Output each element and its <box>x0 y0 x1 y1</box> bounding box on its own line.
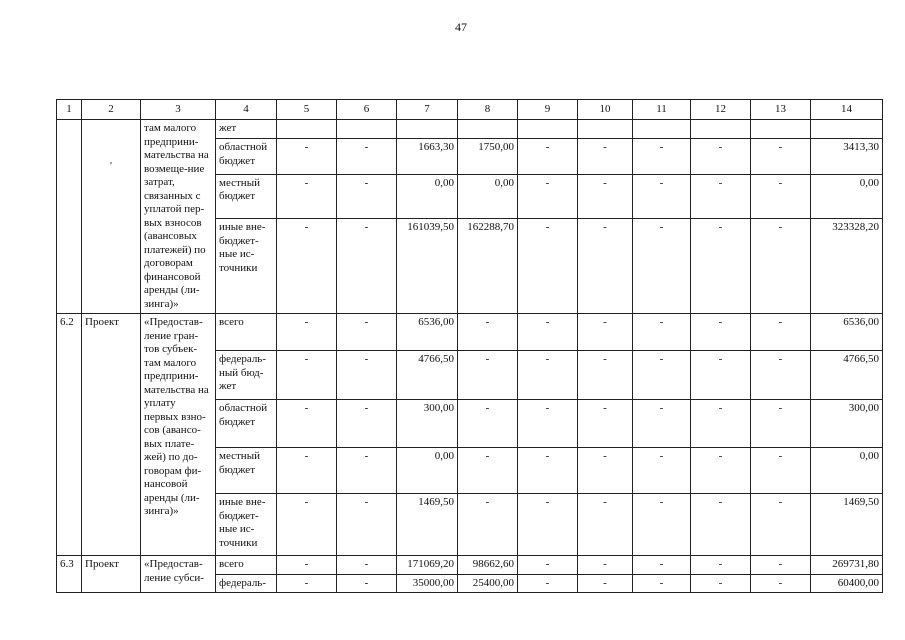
funding-source-cell: областной бюджет <box>216 139 277 174</box>
value-cell-7: 4766,50 <box>397 351 458 400</box>
value-cell-9: - <box>518 448 578 494</box>
value-cell-13: - <box>751 314 811 351</box>
item-name-cell: «Предостав-ление субси- <box>141 556 216 593</box>
value-cell-5 <box>277 120 337 139</box>
header-cell-5: 5 <box>277 100 337 120</box>
funding-source-cell: федераль- <box>216 574 277 593</box>
value-cell-10: - <box>578 351 633 400</box>
header-cell-7: 7 <box>397 100 458 120</box>
item-type-cell: Проект <box>82 556 141 593</box>
value-cell-6 <box>337 120 397 139</box>
value-cell-7: 35000,00 <box>397 574 458 593</box>
value-cell-6: - <box>337 400 397 448</box>
funding-source-cell: федераль-ный бюд-жет <box>216 351 277 400</box>
total-cell: 1469,50 <box>811 494 883 556</box>
total-cell: 300,00 <box>811 400 883 448</box>
value-cell-12: - <box>691 174 751 218</box>
value-cell-10 <box>578 120 633 139</box>
value-cell-10: - <box>578 448 633 494</box>
value-cell-6: - <box>337 556 397 575</box>
funding-source-cell: местный бюджет <box>216 174 277 218</box>
funding-source-cell: областной бюджет <box>216 400 277 448</box>
value-cell-7: 300,00 <box>397 400 458 448</box>
value-cell-12: - <box>691 400 751 448</box>
table-row <box>57 314 883 351</box>
total-cell: 0,00 <box>811 174 883 218</box>
page-number: 47 <box>455 20 467 34</box>
value-cell-10: - <box>578 494 633 556</box>
value-cell-12: - <box>691 494 751 556</box>
value-cell-13: - <box>751 219 811 314</box>
item-name-cell: «Предостав-ление гран-тов субъек-там малого предприни-мательства на уплату первых взно-сов (авансо-вых плате-жей) по до-говорам фи-нансовой аренды (ли-зинга)» <box>141 314 216 556</box>
value-cell-7: 6536,00 <box>397 314 458 351</box>
value-cell-9: - <box>518 139 578 174</box>
header-cell-10: 10 <box>578 100 633 120</box>
value-cell-13: - <box>751 351 811 400</box>
value-cell-8: 25400,00 <box>458 574 518 593</box>
value-cell-13: - <box>751 494 811 556</box>
value-cell-9: - <box>518 556 578 575</box>
value-cell-7: 1663,30 <box>397 139 458 174</box>
value-cell-11: - <box>633 174 691 218</box>
value-cell-5: - <box>277 494 337 556</box>
budget-table <box>56 99 883 593</box>
value-cell-11: - <box>633 139 691 174</box>
value-cell-11: - <box>633 314 691 351</box>
value-cell-11: - <box>633 494 691 556</box>
header-cell-13: 13 <box>751 100 811 120</box>
value-cell-6: - <box>337 314 397 351</box>
header-cell-3: 3 <box>141 100 216 120</box>
value-cell-11: - <box>633 448 691 494</box>
value-cell-8: 98662,60 <box>458 556 518 575</box>
header-cell-11: 11 <box>633 100 691 120</box>
value-cell-9 <box>518 120 578 139</box>
funding-source-cell: иные вне-бюджет-ные ис-точники <box>216 494 277 556</box>
total-cell: 323328,20 <box>811 219 883 314</box>
item-number-cell: 6.3 <box>57 556 82 593</box>
margin-mark: ' <box>110 160 112 172</box>
value-cell-7: 0,00 <box>397 174 458 218</box>
total-cell: 4766,50 <box>811 351 883 400</box>
value-cell-7: 171069,20 <box>397 556 458 575</box>
value-cell-11: - <box>633 556 691 575</box>
value-cell-8: - <box>458 494 518 556</box>
header-row <box>57 100 883 120</box>
value-cell-8: 1750,00 <box>458 139 518 174</box>
total-cell: 3413,30 <box>811 139 883 174</box>
total-cell <box>811 120 883 139</box>
header-cell-9: 9 <box>518 100 578 120</box>
value-cell-6: - <box>337 139 397 174</box>
value-cell-7 <box>397 120 458 139</box>
value-cell-7: 161039,50 <box>397 219 458 314</box>
table-row <box>57 120 883 139</box>
value-cell-10: - <box>578 139 633 174</box>
value-cell-5: - <box>277 139 337 174</box>
value-cell-8 <box>458 120 518 139</box>
value-cell-10: - <box>578 556 633 575</box>
total-cell: 6536,00 <box>811 314 883 351</box>
value-cell-8: - <box>458 314 518 351</box>
value-cell-13: - <box>751 139 811 174</box>
value-cell-11: - <box>633 400 691 448</box>
value-cell-6: - <box>337 351 397 400</box>
header-cell-6: 6 <box>337 100 397 120</box>
table-row <box>57 556 883 575</box>
value-cell-13: - <box>751 174 811 218</box>
value-cell-9: - <box>518 174 578 218</box>
value-cell-11 <box>633 120 691 139</box>
value-cell-8: - <box>458 448 518 494</box>
item-number-cell: 6.2 <box>57 314 82 556</box>
value-cell-10: - <box>578 314 633 351</box>
item-name-cell: там малого предприни-мательства на возмеще-ние затрат, связанных с уплатой пер-вых взносов (авансовых платежей) по договорам финансовой аренды (ли-зинга)» <box>141 120 216 314</box>
value-cell-12: - <box>691 351 751 400</box>
value-cell-6: - <box>337 219 397 314</box>
total-cell: 60400,00 <box>811 574 883 593</box>
value-cell-6: - <box>337 448 397 494</box>
value-cell-6: - <box>337 574 397 593</box>
value-cell-5: - <box>277 400 337 448</box>
value-cell-13: - <box>751 574 811 593</box>
header-cell-2: 2 <box>82 100 141 120</box>
value-cell-5: - <box>277 448 337 494</box>
value-cell-12: - <box>691 139 751 174</box>
value-cell-9: - <box>518 314 578 351</box>
value-cell-5: - <box>277 556 337 575</box>
value-cell-11: - <box>633 574 691 593</box>
value-cell-9: - <box>518 351 578 400</box>
total-cell: 269731,80 <box>811 556 883 575</box>
funding-source-cell: всего <box>216 314 277 351</box>
value-cell-10: - <box>578 174 633 218</box>
header-cell-14: 14 <box>811 100 883 120</box>
value-cell-5: - <box>277 219 337 314</box>
header-cell-12: 12 <box>691 100 751 120</box>
value-cell-12: - <box>691 574 751 593</box>
funding-source-cell: жет <box>216 120 277 139</box>
value-cell-6: - <box>337 494 397 556</box>
item-type-cell <box>82 120 141 314</box>
value-cell-5: - <box>277 351 337 400</box>
value-cell-12 <box>691 120 751 139</box>
value-cell-13: - <box>751 556 811 575</box>
value-cell-9: - <box>518 219 578 314</box>
funding-source-cell: местный бюджет <box>216 448 277 494</box>
value-cell-12: - <box>691 314 751 351</box>
header-cell-8: 8 <box>458 100 518 120</box>
funding-source-cell: всего <box>216 556 277 575</box>
value-cell-13: - <box>751 448 811 494</box>
total-cell: 0,00 <box>811 448 883 494</box>
value-cell-6: - <box>337 174 397 218</box>
value-cell-5: - <box>277 574 337 593</box>
header-cell-4: 4 <box>216 100 277 120</box>
item-number-cell <box>57 120 82 314</box>
value-cell-12: - <box>691 219 751 314</box>
value-cell-8: 162288,70 <box>458 219 518 314</box>
header-cell-1: 1 <box>57 100 82 120</box>
value-cell-8: 0,00 <box>458 174 518 218</box>
value-cell-7: 1469,50 <box>397 494 458 556</box>
value-cell-9: - <box>518 494 578 556</box>
value-cell-8: - <box>458 400 518 448</box>
item-type-cell: Проект <box>82 314 141 556</box>
value-cell-8: - <box>458 351 518 400</box>
value-cell-10: - <box>578 400 633 448</box>
value-cell-11: - <box>633 351 691 400</box>
value-cell-10: - <box>578 219 633 314</box>
value-cell-9: - <box>518 574 578 593</box>
value-cell-10: - <box>578 574 633 593</box>
funding-source-cell: иные вне-бюджет-ные ис-точники <box>216 219 277 314</box>
value-cell-12: - <box>691 556 751 575</box>
value-cell-13: - <box>751 400 811 448</box>
value-cell-9: - <box>518 400 578 448</box>
value-cell-11: - <box>633 219 691 314</box>
value-cell-5: - <box>277 314 337 351</box>
value-cell-5: - <box>277 174 337 218</box>
value-cell-13 <box>751 120 811 139</box>
value-cell-7: 0,00 <box>397 448 458 494</box>
value-cell-12: - <box>691 448 751 494</box>
